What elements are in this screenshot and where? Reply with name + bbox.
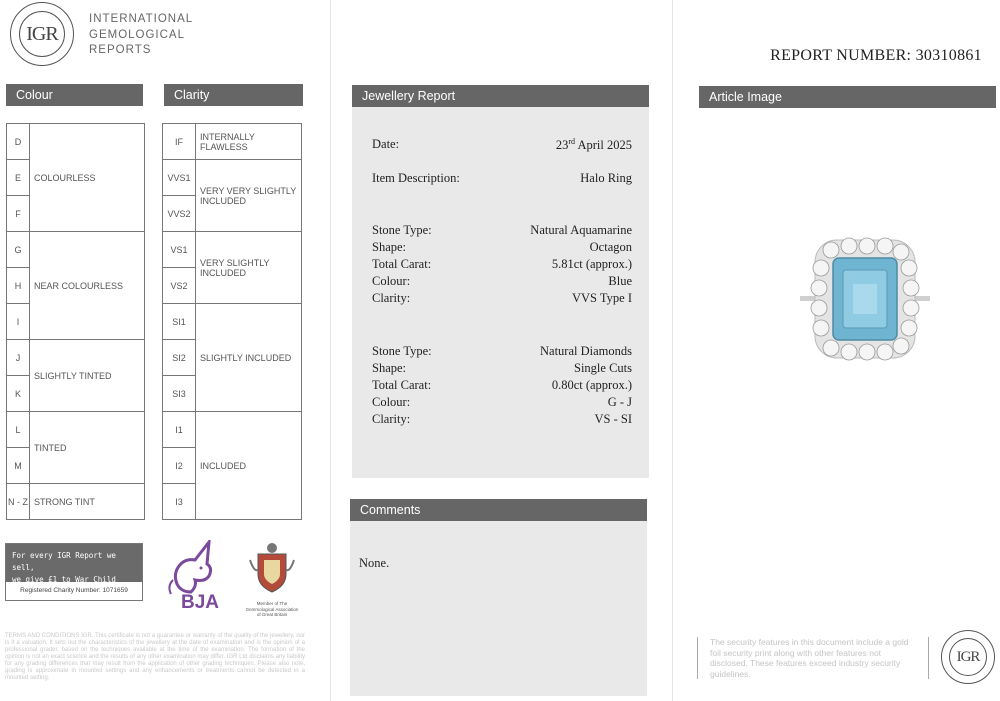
clarity-value: VVS Type I: [571, 291, 632, 305]
brand-name: [89, 12, 193, 59]
colour-grade: H: [7, 268, 30, 304]
colour-grade: K: [7, 376, 30, 412]
date-value: [556, 137, 632, 153]
colour-grade: E: [7, 160, 30, 196]
colour-group: COLOURLESS: [30, 124, 145, 232]
colour-label: Colour:: [372, 395, 411, 409]
clarity-grade: SI1: [163, 304, 196, 340]
brand-line: INTERNATIONAL: [89, 13, 194, 25]
colour-grade: G: [7, 232, 30, 268]
jewellery-report-heading: Jewellery Report: [352, 85, 649, 107]
shape-value: Single Cuts: [574, 361, 632, 375]
clarity-grade: SI3: [163, 376, 196, 412]
logo-initials: IGR: [956, 648, 980, 665]
stone-type-label: Stone Type:: [372, 344, 432, 358]
clarity-label: Clarity:: [372, 291, 411, 305]
igr-footer-logo: [941, 630, 995, 684]
clarity-group: INCLUDED: [196, 412, 302, 520]
security-divider: [697, 637, 698, 679]
colour-value: Blue: [608, 274, 632, 288]
clarity-grade: I2: [163, 448, 196, 484]
colour-grade: F: [7, 196, 30, 232]
date-day: 23: [555, 138, 569, 153]
brand-line: REPORTS: [89, 44, 152, 56]
total-carat-label: Total Carat:: [372, 257, 432, 271]
clarity-grade: VVS2: [163, 196, 196, 232]
colour-heading: Colour: [6, 84, 143, 106]
colour-group: STRONG TINT: [30, 484, 145, 520]
crest-icon: [244, 540, 300, 596]
colour-group: SLIGHTLY TINTED: [30, 340, 145, 412]
colour-grade: I: [7, 304, 30, 340]
comments-heading: Comments: [350, 499, 647, 521]
clarity-group: SLIGHTLY INCLUDED: [196, 304, 302, 412]
gem-association-caption: Member of The Gemmological Association of Great Britain: [245, 601, 299, 617]
colour-grade: M: [7, 448, 30, 484]
colour-group: TINTED: [30, 412, 145, 484]
clarity-grade: I1: [163, 412, 196, 448]
item-description-label: Item Description:: [372, 171, 460, 185]
colour-label: Colour:: [372, 274, 411, 288]
clarity-grade: VVS1: [163, 160, 196, 196]
date-month-year: April 2025: [575, 138, 632, 153]
clarity-grade: SI2: [163, 340, 196, 376]
unicorn-icon: [165, 540, 235, 600]
total-carat-label: Total Carat:: [372, 378, 432, 392]
shape-label: Shape:: [372, 240, 407, 254]
clarity-label: Clarity:: [372, 412, 411, 426]
stone-type-label: Stone Type:: [372, 223, 432, 237]
charity-line: we give £1 to War Child: [12, 575, 116, 584]
brand-line: GEMOLOGICAL: [89, 28, 185, 41]
panel-fold: [672, 0, 673, 701]
date-suffix: rd: [568, 137, 576, 146]
security-text: The security features in this document include a gold foil security print along with other features not disclosed. These features exceed industry security guidelines.: [710, 637, 909, 679]
logo-initials: IGR: [26, 22, 58, 45]
clarity-scale-table: [162, 123, 302, 520]
date-label: Date:: [372, 137, 400, 151]
comments-text: None.: [359, 556, 390, 570]
colour-grade: L: [7, 412, 30, 448]
colour-scale-table: [6, 123, 145, 520]
shape-label: Shape:: [372, 361, 407, 375]
clarity-value: VS - SI: [594, 412, 632, 426]
total-carat-value: 5.81ct (approx.): [551, 257, 632, 271]
colour-value: G - J: [607, 395, 632, 409]
bja-logo: [165, 540, 235, 616]
comments-box: [350, 521, 647, 696]
shape-value: Octagon: [589, 240, 632, 254]
colour-grade: N - Z: [7, 484, 30, 520]
clarity-heading: Clarity: [164, 84, 303, 106]
stone-type-value: Natural Diamonds: [540, 344, 632, 358]
clarity-group: VERY SLIGHTLY INCLUDED: [196, 232, 302, 304]
colour-grade: D: [7, 124, 30, 160]
charity-message: [6, 544, 142, 582]
clarity-group: INTERNALLY FLAWLESS: [196, 124, 302, 160]
terms-and-conditions: TERMS AND CONDITIONS IGR. This certificate is not a guarantee or warranty of the quality of the jewellery, nor is it a valuation. It sets out the characteristics of the jewellery at the date of examination and is the opinion of a professional grader, based on the techniques available at the time of the examination. The formation of the opinion is not an exact science and the results of any other examination may differ. IGR Ltd disclaims any liability for any grading differences that may result from the application of other grading techniques. Please also note, grading is approximate in mounted settings and any enhancements or treatments cannot be detected in a mounted setting.: [5, 633, 305, 681]
charity-line: For every IGR Report we sell,: [12, 551, 116, 572]
total-carat-value: 0.80ct (approx.): [551, 378, 632, 392]
panel-fold: [330, 0, 331, 701]
colour-grade: J: [7, 340, 30, 376]
clarity-grade: VS1: [163, 232, 196, 268]
security-divider: [928, 637, 929, 679]
colour-group: NEAR COLOURLESS: [30, 232, 145, 340]
clarity-grade: VS2: [163, 268, 196, 304]
clarity-group: VERY VERY SLIGHTLY INCLUDED: [196, 160, 302, 232]
item-description-value: Halo Ring: [580, 171, 632, 185]
report-number: REPORT NUMBER: 30310861: [770, 47, 982, 64]
charity-box: [5, 543, 143, 601]
igr-logo: [10, 2, 74, 66]
stone-type-value: Natural Aquamarine: [530, 223, 632, 237]
clarity-grade: I3: [163, 484, 196, 520]
halo-ring-image: [795, 230, 935, 370]
clarity-grade: IF: [163, 124, 196, 160]
article-image-heading: Article Image: [699, 86, 996, 108]
bja-label: BJA: [180, 592, 219, 613]
gem-association-logo: [244, 540, 300, 618]
charity-number: Registered Charity Number: 1071659: [20, 587, 128, 594]
